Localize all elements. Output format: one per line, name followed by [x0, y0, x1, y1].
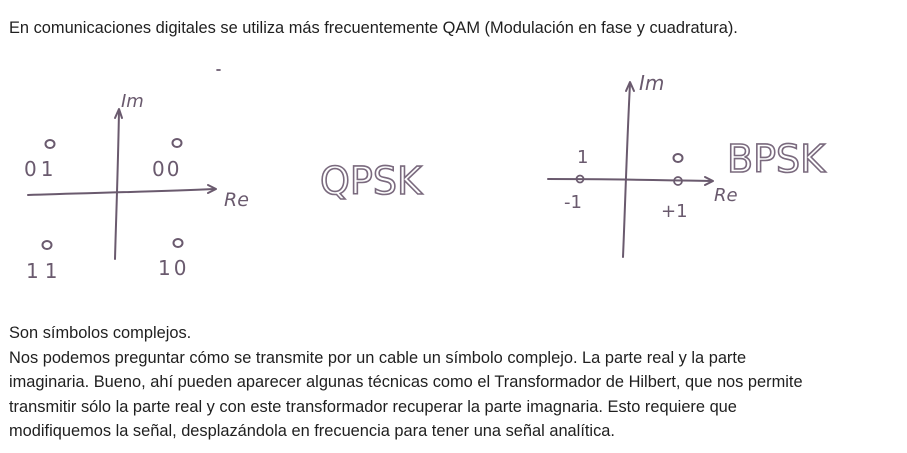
- intro-paragraph: En comunicaciones digitales se utiliza más frecuentemente QAM (Modulación en fase y cuadratura).: [9, 19, 738, 37]
- bpsk-diagram: [548, 71, 826, 257]
- explanation-line: transmitir sólo la parte real y con este transformador recuperar la parte imagnaria. Esto requiere que: [9, 397, 737, 416]
- explanation-line: Son símbolos complejos.: [9, 324, 192, 342]
- bpsk-symbol-top: 1: [577, 147, 589, 168]
- bpsk-real-label: Re: [714, 185, 738, 206]
- qpsk-title: QPSK: [320, 159, 422, 203]
- qpsk-imag-axis: [115, 110, 119, 259]
- qpsk-imag-label: Im: [121, 91, 144, 112]
- explanation-line: imaginaria. Bueno, ahí pueden aparecer algunas técnicas como el Transformador de Hilbert, que nos permite: [9, 373, 803, 392]
- qpsk-symbol-00: 00: [152, 157, 182, 181]
- explanation-line: Nos podemos preguntar cómo se transmite por un cable un símbolo complejo. La parte real y la parte: [9, 348, 747, 367]
- explanation-text: [9, 321, 901, 444]
- qpsk-symbol-11: 11: [26, 259, 64, 283]
- qpsk-point-10: [174, 239, 183, 247]
- bpsk-label-left: -1: [564, 192, 582, 213]
- bpsk-imag-axis: [623, 84, 630, 257]
- qpsk-real-label: Re: [224, 189, 249, 211]
- qpsk-point-01: [46, 140, 55, 148]
- qpsk-symbol-01: 01: [24, 157, 58, 181]
- explanation-line: modifiquemos la señal, desplazándola en frecuencia para tener una señal analítica.: [9, 422, 615, 441]
- qpsk-diagram: [24, 91, 423, 283]
- qpsk-point-00: [173, 139, 182, 147]
- constellation-figure: [0, 60, 907, 290]
- qpsk-symbol-10: 10: [158, 256, 190, 280]
- constellation-drawing: [0, 60, 907, 290]
- qpsk-real-axis: [28, 189, 214, 195]
- bpsk-open-point: [674, 154, 683, 162]
- bpsk-label-right: +1: [661, 201, 688, 222]
- bpsk-real-axis: [548, 179, 712, 181]
- bpsk-imag-label: Im: [639, 71, 665, 95]
- bpsk-title: BPSK: [727, 137, 826, 181]
- qpsk-point-11: [43, 241, 52, 249]
